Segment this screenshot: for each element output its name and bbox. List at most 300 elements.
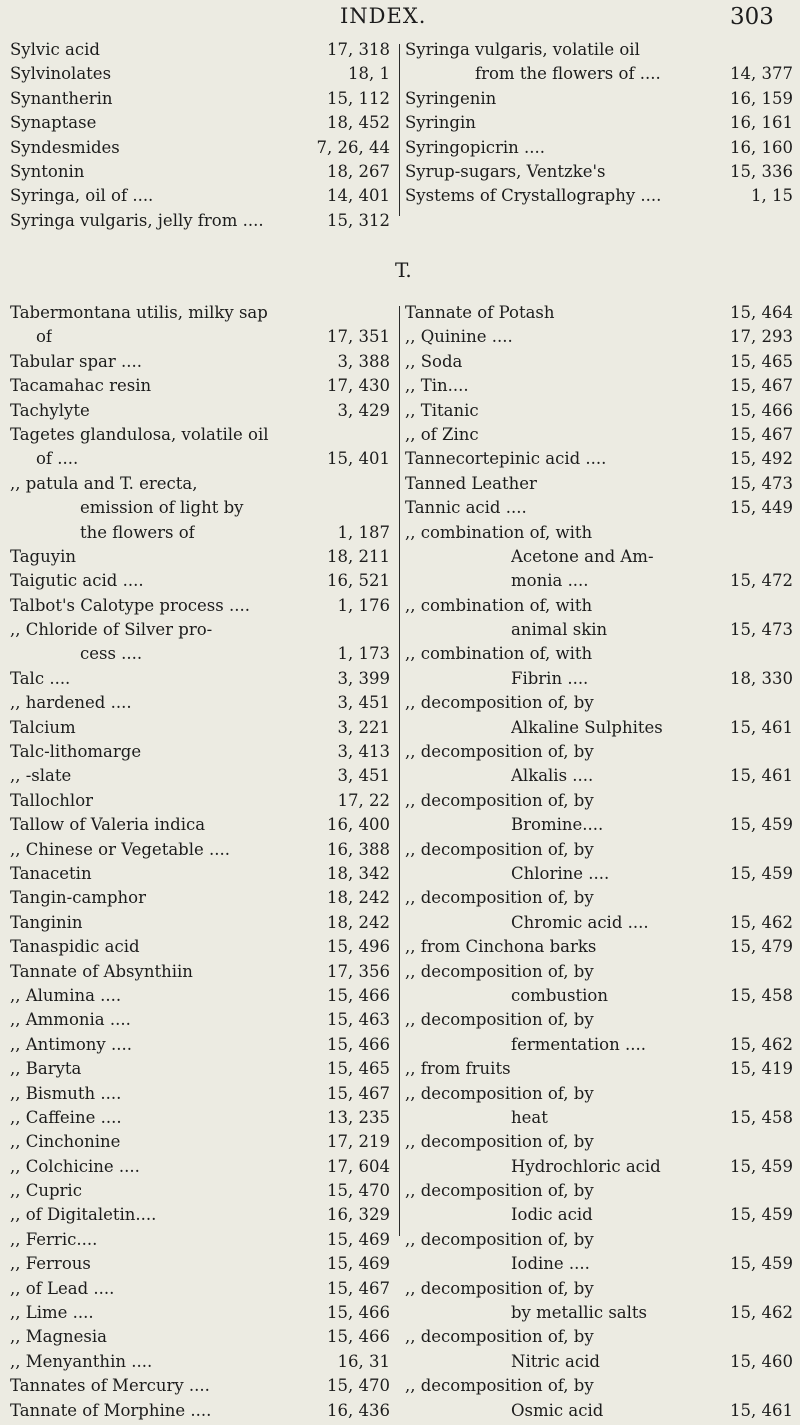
index-entry xyxy=(405,1108,793,1132)
index-entry xyxy=(405,742,793,766)
entry-term: by metallic salts xyxy=(511,1303,648,1323)
entry-reference: 15, 458 xyxy=(730,1107,793,1127)
index-entry xyxy=(10,1352,390,1376)
index-entry xyxy=(10,742,390,766)
index-entry xyxy=(405,766,793,790)
entry-reference: 15, 336 xyxy=(730,161,793,181)
index-entry xyxy=(10,1084,390,1108)
index-entry xyxy=(405,1376,793,1400)
entry-reference: 15, 459 xyxy=(730,1254,793,1274)
index-entry xyxy=(10,1059,390,1083)
entry-reference: 15, 401 xyxy=(327,449,390,469)
entry-term: fermentation .... xyxy=(511,1034,646,1054)
index-entry xyxy=(405,913,793,937)
index-entry xyxy=(405,1327,793,1351)
index-entry xyxy=(10,766,390,790)
entry-term: Synantherin xyxy=(10,88,113,108)
entry-term: ,, decomposition of, by xyxy=(405,1132,594,1152)
entry-reference: 16, 31 xyxy=(337,1351,390,1371)
entry-term: Tanginin xyxy=(10,912,83,932)
index-entry xyxy=(10,1035,390,1059)
entry-term: ,, patula and T. erecta, xyxy=(10,473,198,493)
index-entry xyxy=(10,669,390,693)
entry-reference: 15, 473 xyxy=(730,473,793,493)
index-entry xyxy=(405,401,793,425)
entry-term: ,, Cinchonine xyxy=(10,1132,121,1152)
entry-reference: 15, 469 xyxy=(327,1254,390,1274)
index-entry xyxy=(10,474,390,498)
entry-reference: 13, 235 xyxy=(327,1107,390,1127)
index-entry xyxy=(405,352,793,376)
index-entry xyxy=(405,162,793,186)
index-entry xyxy=(405,1059,793,1083)
entry-reference: 15, 462 xyxy=(730,912,793,932)
index-entry xyxy=(405,937,793,961)
entry-term: ,, decomposition of, by xyxy=(405,693,594,713)
entry-reference: 15, 470 xyxy=(327,1181,390,1201)
index-entry xyxy=(10,864,390,888)
entry-reference: 15, 479 xyxy=(730,937,793,957)
entry-reference: 17, 356 xyxy=(327,961,390,981)
entry-term: Chlorine .... xyxy=(511,863,610,883)
entry-term: Synaptase xyxy=(10,113,97,133)
index-entry xyxy=(405,1181,793,1205)
entry-reference: 18, 330 xyxy=(730,668,793,688)
entry-reference: 16, 388 xyxy=(327,839,390,859)
index-entry xyxy=(405,693,793,717)
entry-term: Alkalis .... xyxy=(511,766,594,786)
index-entry xyxy=(405,1157,793,1181)
index-entry xyxy=(10,596,390,620)
entry-reference: 15, 492 xyxy=(730,449,793,469)
index-entry xyxy=(10,113,390,137)
entry-reference: 16, 160 xyxy=(730,137,793,157)
entry-reference: 16, 159 xyxy=(730,88,793,108)
entry-term: Syndesmides xyxy=(10,137,120,157)
entry-reference: 15, 458 xyxy=(730,985,793,1005)
index-entry xyxy=(10,523,390,547)
index-entry xyxy=(10,186,390,210)
entry-term: Talc-lithomarge xyxy=(10,742,142,762)
entry-term: ,, decomposition of, by xyxy=(405,1327,594,1347)
entry-term: Hydrochloric acid xyxy=(511,1156,661,1176)
index-entry xyxy=(405,64,793,88)
page-number: 303 xyxy=(730,4,774,30)
index-entry xyxy=(405,449,793,473)
entry-reference: 16, 436 xyxy=(327,1400,390,1420)
index-entry xyxy=(10,64,390,88)
index-entry xyxy=(405,840,793,864)
entry-term: ,, Antimony .... xyxy=(10,1034,132,1054)
entry-reference: 18, 242 xyxy=(327,888,390,908)
index-entry xyxy=(405,303,793,327)
entry-term: Systems of Crystallography .... xyxy=(405,186,662,206)
entry-reference: 15, 466 xyxy=(327,985,390,1005)
entry-term: ,, decomposition of, by xyxy=(405,839,594,859)
entry-reference: 18, 1 xyxy=(348,64,390,84)
entry-reference: 15, 467 xyxy=(327,1278,390,1298)
entry-term: Tabular spar .... xyxy=(10,351,142,371)
entry-term: ,, decomposition of, by xyxy=(405,1010,594,1030)
entry-term: Tanacetin xyxy=(10,863,92,883)
entry-reference: 18, 242 xyxy=(327,912,390,932)
entry-term: ,, decomposition of, by xyxy=(405,1278,594,1298)
entry-reference: 17, 351 xyxy=(327,327,390,347)
entry-reference: 15, 466 xyxy=(327,1303,390,1323)
entry-term: ,, Magnesia xyxy=(10,1327,108,1347)
index-entry xyxy=(10,1181,390,1205)
index-entry xyxy=(405,425,793,449)
index-entry xyxy=(10,401,390,425)
index-entry xyxy=(405,1254,793,1278)
index-entry xyxy=(10,913,390,937)
entry-term: Sylvinolates xyxy=(10,64,112,84)
index-entry xyxy=(10,449,390,473)
index-entry xyxy=(405,1230,793,1254)
entry-term: ,, combination of, with xyxy=(405,522,593,542)
column-divider xyxy=(399,306,400,1236)
page-header xyxy=(0,2,800,32)
entry-reference: 14, 377 xyxy=(730,64,793,84)
entry-term: Acetone and Am- xyxy=(511,546,654,566)
entry-reference: 15, 469 xyxy=(327,1229,390,1249)
index-entry xyxy=(405,791,793,815)
entry-term: ,, Tin.... xyxy=(405,376,469,396)
entry-term: Syringa vulgaris, jelly from .... xyxy=(10,210,264,230)
entry-reference: 15, 465 xyxy=(327,1059,390,1079)
entry-reference: 15, 465 xyxy=(730,351,793,371)
index-entry xyxy=(10,376,390,400)
entry-term: Iodine .... xyxy=(511,1254,590,1274)
entry-term: Tannic acid .... xyxy=(405,498,527,518)
entry-term: ,, Chinese or Vegetable .... xyxy=(10,839,230,859)
index-entry xyxy=(10,937,390,961)
index-entry xyxy=(405,40,793,64)
entry-reference: 15, 496 xyxy=(327,937,390,957)
entry-term: ,, Chloride of Silver pro- xyxy=(10,620,213,640)
index-entry xyxy=(405,718,793,742)
entry-reference: 15, 312 xyxy=(327,210,390,230)
index-entry xyxy=(10,840,390,864)
entry-term: Taguyin xyxy=(10,546,76,566)
entry-reference: 15, 449 xyxy=(730,498,793,518)
entry-reference: 18, 342 xyxy=(327,863,390,883)
entry-reference: 17, 293 xyxy=(730,327,793,347)
entry-term: Tannate of Potash xyxy=(405,303,555,322)
index-entry xyxy=(405,815,793,839)
index-entry xyxy=(10,303,390,327)
index-entry xyxy=(405,864,793,888)
entry-term: ,, -slate xyxy=(10,766,72,786)
index-entry xyxy=(405,962,793,986)
index-entry xyxy=(405,138,793,162)
entry-term: Syringa, oil of .... xyxy=(10,186,154,206)
entry-term: Tannate of Morphine .... xyxy=(10,1400,212,1420)
section-letter: T. xyxy=(395,258,412,282)
index-entry xyxy=(10,1279,390,1303)
entry-term: Sylvic acid xyxy=(10,40,100,59)
entry-reference: 15, 459 xyxy=(730,863,793,883)
entry-reference: 16, 521 xyxy=(327,571,390,591)
index-column-left xyxy=(10,303,390,1425)
entry-term: heat xyxy=(511,1107,548,1127)
index-entry xyxy=(405,1084,793,1108)
entry-term: Bromine.... xyxy=(511,815,604,835)
entry-term: ,, of Digitaletin.... xyxy=(10,1205,157,1225)
index-entry xyxy=(405,669,793,693)
entry-reference: 15, 467 xyxy=(730,376,793,396)
entry-term: Syringin xyxy=(405,113,476,133)
entry-term: Tallow of Valeria indica xyxy=(10,815,206,835)
entry-term: Osmic acid xyxy=(511,1400,604,1420)
entry-reference: 18, 267 xyxy=(327,161,390,181)
index-entry xyxy=(405,1132,793,1156)
index-entry xyxy=(10,571,390,595)
entry-term: ,, decomposition of, by xyxy=(405,1181,594,1201)
entry-term: Syringenin xyxy=(405,88,497,108)
entry-term: Tagetes glandulosa, volatile oil xyxy=(10,424,269,444)
entry-term: Tannecortepinic acid .... xyxy=(405,449,607,469)
index-entry xyxy=(405,327,793,351)
index-entry xyxy=(10,498,390,522)
entry-term: ,, combination of, with xyxy=(405,595,593,615)
column-divider xyxy=(399,44,400,216)
entry-reference: 15, 461 xyxy=(730,766,793,786)
entry-reference: 17, 318 xyxy=(327,40,390,59)
entry-term: Syringopicrin .... xyxy=(405,137,546,157)
index-entry xyxy=(10,1010,390,1034)
index-entry xyxy=(405,498,793,522)
entry-reference: 15, 463 xyxy=(327,1010,390,1030)
entry-reference: 15, 466 xyxy=(730,400,793,420)
entry-reference: 15, 466 xyxy=(327,1327,390,1347)
entry-term: ,, decomposition of, by xyxy=(405,742,594,762)
entry-term: ,, decomposition of, by xyxy=(405,1083,594,1103)
entry-term: Talbot's Calotype process .... xyxy=(10,595,250,615)
entry-term: ,, Lime .... xyxy=(10,1303,94,1323)
entry-term: monia .... xyxy=(511,571,589,591)
entry-reference: 7, 26, 44 xyxy=(316,137,390,157)
index-entry xyxy=(10,1230,390,1254)
entry-reference: 3, 451 xyxy=(337,766,390,786)
index-entry xyxy=(405,571,793,595)
index-entry xyxy=(405,1352,793,1376)
entry-term: Tangin-camphor xyxy=(10,888,146,908)
entry-reference: 15, 459 xyxy=(730,1205,793,1225)
index-entry xyxy=(10,815,390,839)
entry-term: Tannates of Mercury .... xyxy=(10,1376,210,1396)
entry-term: ,, Titanic xyxy=(405,400,479,420)
index-entry xyxy=(405,986,793,1010)
entry-reference: 1, 15 xyxy=(751,186,793,206)
index-entry xyxy=(10,327,390,351)
entry-term: ,, Soda xyxy=(405,351,463,371)
entry-term: ,, Cupric xyxy=(10,1181,82,1201)
index-entry xyxy=(10,138,390,162)
entry-term: ,, decomposition of, by xyxy=(405,961,594,981)
entry-term: ,, decomposition of, by xyxy=(405,888,594,908)
entry-reference: 15, 460 xyxy=(730,1351,793,1371)
index-entry xyxy=(10,1254,390,1278)
entry-term: ,, Ammonia .... xyxy=(10,1010,131,1030)
entry-term: combustion xyxy=(511,985,608,1005)
entry-term: ,, Bismuth .... xyxy=(10,1083,122,1103)
index-entry xyxy=(405,186,793,210)
index-entry xyxy=(10,40,390,64)
entry-term: Talcium xyxy=(10,717,76,737)
index-entry xyxy=(10,791,390,815)
entry-term: of .... xyxy=(36,449,79,469)
index-entry xyxy=(405,888,793,912)
index-entry xyxy=(10,89,390,113)
entry-reference: 14, 401 xyxy=(327,186,390,206)
entry-reference: 16, 400 xyxy=(327,815,390,835)
entry-reference: 18, 211 xyxy=(327,546,390,566)
index-entry xyxy=(405,547,793,571)
entry-term: Fibrin .... xyxy=(511,668,589,688)
entry-reference: 15, 462 xyxy=(730,1303,793,1323)
entry-term: Alkaline Sulphites xyxy=(511,717,663,737)
entry-reference: 15, 473 xyxy=(730,620,793,640)
entry-reference: 17, 430 xyxy=(327,376,390,396)
index-entry xyxy=(10,425,390,449)
entry-term: Nitric acid xyxy=(511,1351,600,1371)
index-entry xyxy=(405,644,793,668)
index-entry xyxy=(405,376,793,400)
page-title: INDEX. xyxy=(340,4,427,28)
entry-reference: 15, 112 xyxy=(327,88,390,108)
index-entry xyxy=(10,1327,390,1351)
entry-reference: 16, 329 xyxy=(327,1205,390,1225)
index-entry xyxy=(10,1157,390,1181)
entry-reference: 15, 467 xyxy=(730,424,793,444)
entry-reference: 15, 459 xyxy=(730,815,793,835)
entry-term: Chromic acid .... xyxy=(511,912,649,932)
index-entry xyxy=(10,620,390,644)
entry-term: the flowers of xyxy=(80,522,195,542)
entry-reference: 1, 173 xyxy=(337,644,390,664)
index-entry xyxy=(405,1205,793,1229)
entry-reference: 3, 429 xyxy=(337,400,390,420)
entry-reference: 15, 461 xyxy=(730,717,793,737)
index-entry xyxy=(10,211,390,235)
entry-reference: 3, 399 xyxy=(337,668,390,688)
index-entry xyxy=(10,547,390,571)
index-entry xyxy=(10,162,390,186)
entry-term: ,, of Zinc xyxy=(405,424,479,444)
index-entry xyxy=(10,1401,390,1425)
index-entry xyxy=(405,1035,793,1059)
entry-reference: 15, 470 xyxy=(327,1376,390,1396)
entry-term: of xyxy=(36,327,53,347)
index-entry xyxy=(10,718,390,742)
entry-reference: 17, 604 xyxy=(327,1156,390,1176)
entry-reference: 15, 466 xyxy=(327,1034,390,1054)
entry-term: Tannate of Absynthiin xyxy=(10,961,193,981)
entry-term: ,, of Lead .... xyxy=(10,1278,115,1298)
entry-term: Taigutic acid .... xyxy=(10,571,144,591)
entry-reference: 17, 22 xyxy=(337,790,390,810)
entry-reference: 3, 451 xyxy=(337,693,390,713)
entry-term: emission of light by xyxy=(80,498,244,518)
entry-term: ,, decomposition of, by xyxy=(405,1229,594,1249)
entry-reference: 15, 464 xyxy=(730,303,793,322)
index-entry xyxy=(10,352,390,376)
index-entry xyxy=(405,523,793,547)
entry-term: Tabermontana utilis, milky sap xyxy=(10,303,268,322)
index-entry xyxy=(10,1376,390,1400)
entry-term: from the flowers of .... xyxy=(475,64,661,84)
entry-term: Syringa vulgaris, volatile oil xyxy=(405,40,640,59)
index-entry xyxy=(405,1401,793,1425)
index-entry xyxy=(405,113,793,137)
index-entry xyxy=(405,474,793,498)
entry-term: Iodic acid xyxy=(511,1205,593,1225)
entry-term: ,, Quinine .... xyxy=(405,327,513,347)
entry-reference: 15, 419 xyxy=(730,1059,793,1079)
entry-term: ,, Alumina .... xyxy=(10,985,122,1005)
entry-reference: 17, 219 xyxy=(327,1132,390,1152)
entry-reference: 16, 161 xyxy=(730,113,793,133)
entry-term: ,, Caffeine .... xyxy=(10,1107,122,1127)
entry-term: ,, decomposition of, by xyxy=(405,790,594,810)
entry-term: Tanaspidic acid xyxy=(10,937,140,957)
index-entry xyxy=(10,1205,390,1229)
entry-reference: 15, 459 xyxy=(730,1156,793,1176)
entry-term: Syrup-sugars, Ventzke's xyxy=(405,161,606,181)
entry-term: ,, Menyanthin .... xyxy=(10,1351,153,1371)
index-entry xyxy=(10,962,390,986)
index-column-top-left xyxy=(10,40,390,235)
entry-term: ,, hardened .... xyxy=(10,693,132,713)
entry-term: ,, from fruits xyxy=(405,1059,511,1079)
entry-term: ,, combination of, with xyxy=(405,644,593,664)
index-entry xyxy=(405,596,793,620)
index-entry xyxy=(405,1010,793,1034)
index-column-right xyxy=(405,303,793,1425)
index-column-top-right xyxy=(405,40,793,211)
index-entry xyxy=(10,986,390,1010)
entry-reference: 15, 461 xyxy=(730,1400,793,1420)
index-entry xyxy=(10,1108,390,1132)
entry-reference: 3, 388 xyxy=(337,351,390,371)
entry-term: Talc .... xyxy=(10,668,71,688)
entry-term: Tanned Leather xyxy=(405,473,537,493)
entry-reference: 3, 221 xyxy=(337,717,390,737)
index-entry xyxy=(405,1279,793,1303)
entry-reference: 15, 467 xyxy=(327,1083,390,1103)
entry-term: Tallochlor xyxy=(10,790,94,810)
entry-reference: 1, 187 xyxy=(337,522,390,542)
entry-reference: 1, 176 xyxy=(337,595,390,615)
entry-reference: 18, 452 xyxy=(327,113,390,133)
entry-term: ,, decomposition of, by xyxy=(405,1376,594,1396)
entry-term: Tachylyte xyxy=(10,400,90,420)
index-entry xyxy=(10,644,390,668)
entry-reference: 3, 413 xyxy=(337,742,390,762)
entry-term: Tacamahac resin xyxy=(10,376,152,396)
index-entry xyxy=(10,693,390,717)
entry-term: ,, Colchicine .... xyxy=(10,1156,140,1176)
entry-reference: 15, 462 xyxy=(730,1034,793,1054)
entry-term: animal skin xyxy=(511,620,608,640)
index-entry xyxy=(10,1132,390,1156)
entry-term: ,, Baryta xyxy=(10,1059,82,1079)
entry-term: ,, Ferrous xyxy=(10,1254,91,1274)
index-entry xyxy=(405,89,793,113)
entry-term: Syntonin xyxy=(10,161,85,181)
entry-term: ,, from Cinchona barks xyxy=(405,937,597,957)
